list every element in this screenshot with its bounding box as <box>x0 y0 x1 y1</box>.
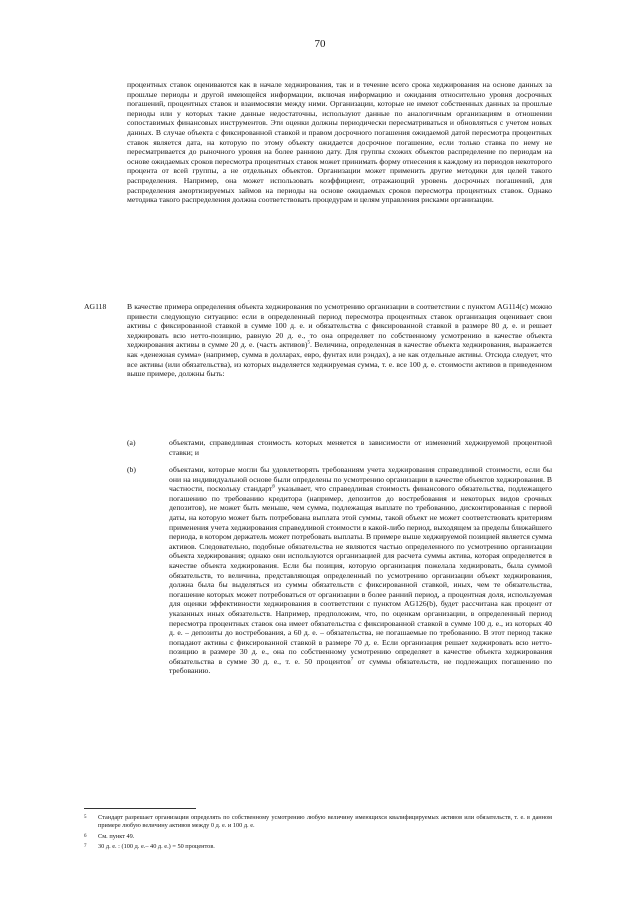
footnote-6 <box>84 833 552 841</box>
footnote-7-text: 30 д. е. : (100 д. е.– 40 д. е.) = 50 процентов. <box>98 843 215 851</box>
ag118-text-part1: В качестве примера определения объекта хеджирования по усмотрению организации в соответствии с пунктом AG114(c) можно привести следующую ситуацию: если в определенный период пересмотра процентных ставок организация оценивает свои активы с фиксированной ставкой в сумме 100 д. е. и обязательства с фиксированной ставкой в размере 80 д. е. и решает хеджировать всю нетто-позицию, равную 20 д. е., то она определяет по собственному усмотрению в качестве объекта хеджирования активы в сумме 20 д. е. (часть активов) <box>127 302 552 350</box>
footnote-7 <box>84 843 552 851</box>
footnote-ref-6: 6 <box>272 484 275 490</box>
footnote-ref-7: 7 <box>350 657 354 663</box>
paragraph-number-ag118: AG118 <box>84 302 107 311</box>
list-item-a-label: (a) <box>127 438 136 447</box>
item-b-text-part1: объектами, которые могли бы удовлетворять требованиям учета хеджирования справедливой стоимости, если бы они на индивидуальной основе были определены по усмотрению организации в качестве объектов хеджирования. В частности, поскольку стандарт <box>169 465 552 494</box>
footnote-5-text: Стандарт разрешает организации определять по собственному усмотрению любую величину имеющихся квалифицируемых активов или обязательств, т. е. в данном примере любую величину активов между 0 д. е. и 100 д. е. <box>98 814 552 830</box>
intro-paragraph-text: процентных ставок оцениваются как в начале хеджирования, так и в течение всего срока хеджирования на основе данных за прошлые периоды и другой имеющейся информации, включая информацию и ожидания относительно уровня досрочных погашений, процентных ставок и взаимосвязи между ними. Организации, которые не имеют собственных данных за прошлые периоды или у которых такие данные недостаточны, используют данные по аналогичным организациям в отношении сопоставимых финансовых инструментов. Эти оценки должны периодически пересматриваться и обновляться с учетом новых данных. В случае объекта с фиксированной ставкой и правом досрочного погашения ожидаемой датой пересмотра процентных ставок является дата, на которую по этому объекту ожидается досрочное погашение, если только ставка по нему не пересматривается до рыночного уровня на более раннюю дату. Для группы схожих объектов распределение по периодам на основе ожидаемых сроков пересмотра процентных ставок может принимать форму отнесения к каждому из периодов некоторого процента от всей группы, а не отдельных объектов. Организации может применить другие методики для целей такого распределения. Например, она может использовать коэффициент, отражающий уровень досрочных погашений, для распределения амортизируемых займов на периоды на основе ожидаемых сроков пересмотра процентных ставок. Однако методика такого распределения должна соответствовать процедурам и целям управления рисками организации. <box>127 80 552 205</box>
intro-paragraph <box>127 80 552 205</box>
footnotes <box>84 814 552 854</box>
footnote-5 <box>84 814 552 831</box>
footnote-6-mark: 6 <box>84 833 87 839</box>
paragraph-ag118 <box>127 302 552 379</box>
footnote-separator <box>84 808 196 809</box>
page-number: 70 <box>314 38 326 50</box>
list-item-a-text: объектами, справедливая стоимость которых меняется в зависимости от изменений хеджируемой процентной ставки; и <box>169 438 552 457</box>
footnote-ref-5: 5 <box>307 340 310 346</box>
footnote-5-mark: 5 <box>84 815 87 820</box>
footnote-6-text: См. пункт 49. <box>98 832 135 840</box>
list-item-b-label: (b) <box>127 465 136 474</box>
list-item-b-text <box>169 465 552 676</box>
ag118-text-part2: . Величина, определенная в качестве объекта хеджирования, выражается как «денежная сумма» (например, сумма в долларах, евро, фунтах или рэндах), а не как отдельные активы. Отсюда следует, что все активы (или обязательства), из которых выделяется хеджируемая сумма, т. е. все 100 д. е. стоимости активов в приведенном выше примере, должны быть: <box>127 340 552 379</box>
footnote-7-mark: 7 <box>84 844 87 850</box>
item-b-text-part2: указывает, что справедливая стоимость финансового обязательства, подлежащего погашению по требованию кредитора (например, депозитов до востребования и некоторых видов срочных депозитов), не может быть меньше, чем сумма, подлежащая выплате по требованию, дисконтированная с первой даты, на которую может быть потребована выплата этой суммы, такой объект не может соответствовать критериям применения учета хеджирования справедливой стоимости в какой-либо период, выходящем за пределы ближайшего периода, в котором держатель может потребовать выплаты. В примере выше хеджируемой позицией является сумма активов. Следовательно, подобные обязательства не являются частью определенного по усмотрению организации объекта хеджирования; однако они используются организацией для расчета суммы актива, которая определяется в качестве объекта хеджирования. Если бы позиция, которую организация пожелала хеджировать, была суммой обязательств, то величина, представляющая определенный по усмотрению организации объект хеджирования, должна была бы выделяться из суммы обязательств с фиксированной ставкой, иных, чем те обязательства, погашение которых может потребоваться от организации в более ранний период, а процентная доля, используемая для оценки эффективности хеджирования в соответствии с пунктом AG126(b), будет рассчитана как процент от указанных иных обязательств. Например, предположим, что, по оценкам организации, в определенный период пересмотра процентных ставок она имеет обязательства с фиксированной ставкой в сумме 100 д. е., из которых 40 д. е. – депозиты до востребования, а 60 д. е. – обязательства, не погашаемые по требованию. В этот период также попадают активы с фиксированной ставкой в размере 70 д. е. Если организация решает хеджировать всю нетто-позицию в размере 30 д. е., она по собственному усмотрению определяет в качестве объекта хеджирования обязательства в сумме 30 д. е., т. е. 50 процентов <box>169 484 552 666</box>
item-b-text-part3: от суммы обязательств, не подлежащих погашению по требованию. <box>169 656 552 676</box>
